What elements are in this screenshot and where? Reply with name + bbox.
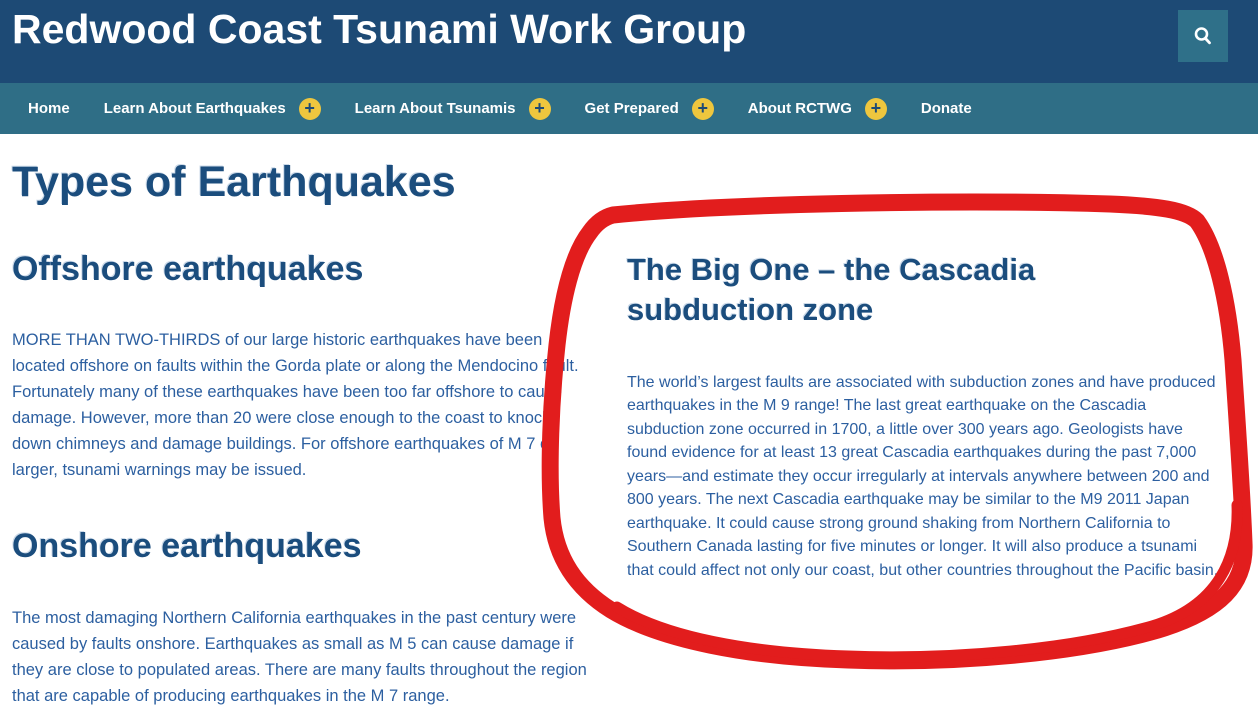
right-column xyxy=(627,250,1219,582)
search-button[interactable] xyxy=(1178,10,1228,62)
plus-icon[interactable]: + xyxy=(529,98,551,120)
nav-item-donate[interactable] xyxy=(921,100,972,117)
plus-icon[interactable]: + xyxy=(865,98,887,120)
search-icon xyxy=(1192,25,1214,47)
site-header xyxy=(0,0,1258,83)
onshore-earthquakes-paragraph: The most damaging Northern California earthquakes in the past century were caused by faults onshore. Earthquakes as small as M 5 can cause damage if they are close to populated areas. There are many faults throughout the region that are capable of producing earthquakes in the M 7 range. xyxy=(12,609,587,705)
nav-item-label: Learn About Tsunamis xyxy=(354,100,516,117)
plus-icon[interactable]: + xyxy=(692,98,714,120)
offshore-earthquakes-heading: Offshore earthquakes xyxy=(12,250,364,288)
page-title: Types of Earthquakes xyxy=(12,158,456,206)
nav-item-get-prepared[interactable] xyxy=(585,98,714,120)
site-title[interactable]: Redwood Coast Tsunami Work Group xyxy=(12,6,747,52)
cascadia-heading: The Big One – the Cascadia subduction zone xyxy=(627,252,1036,328)
nav-item-label: Donate xyxy=(920,100,972,117)
left-column xyxy=(12,248,592,709)
nav-item-home[interactable] xyxy=(28,100,70,117)
nav-item-label: Home xyxy=(28,100,70,117)
main-nav xyxy=(0,83,1258,134)
offshore-earthquakes-paragraph: MORE THAN TWO-THIRDS of our large historic earthquakes have been located offshore on faults within the Gorda plate or along the Mendocino fault. Fortunately many of these earthquakes have been too far offshore to cause damage. However, more than 20 were close enough to the coast to knock down chimneys and damage buildings. For offshore earthquakes of M 7 or larger, tsunami warnings may be issued. xyxy=(12,330,579,479)
nav-item-label: Learn About Earthquakes xyxy=(103,100,286,117)
nav-item-learn-about-tsunamis[interactable] xyxy=(355,98,551,120)
plus-icon[interactable]: + xyxy=(299,98,321,120)
nav-item-label: About RCTWG xyxy=(747,100,852,117)
onshore-earthquakes-heading: Onshore earthquakes xyxy=(12,526,362,565)
cascadia-paragraph: The world’s largest faults are associated with subduction zones and have produced earthquakes in the M 9 range! The last great earthquake on the Cascadia subduction zone occurred in 1700, a little over 300 years ago. Geologists have found evidence for at least 13 great Cascadia earthquakes during the past 7,000 years—and estimate they occur irregularly at intervals anywhere between 200 and 800 years. The next Cascadia earthquake may be similar to the M9 2011 Japan earthquake. It could cause strong ground shaking from Northern California to Southern Canada lasting for five minutes or longer. It will also produce a tsunami that could affect not only our coast, but other countries throughout the Pacific basin. xyxy=(627,373,1219,579)
nav-item-about-rctwg[interactable] xyxy=(748,98,887,120)
nav-item-label: Get Prepared xyxy=(584,100,679,117)
nav-item-learn-about-earthquakes[interactable] xyxy=(104,98,321,120)
